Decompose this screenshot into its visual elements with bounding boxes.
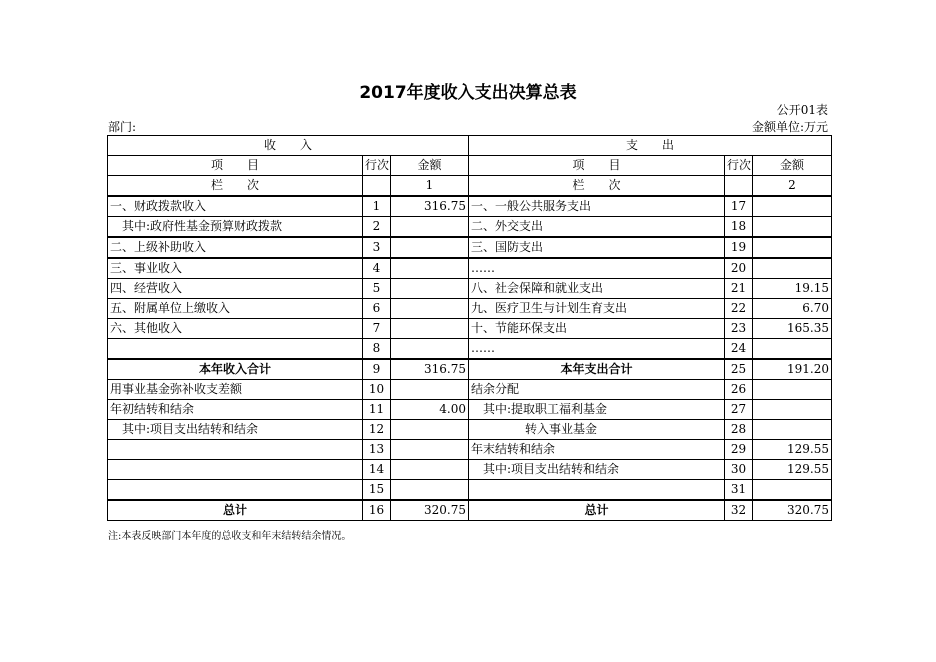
income-item: 年初结转和结余 xyxy=(108,400,363,420)
table-row xyxy=(108,420,832,440)
income-item: 三、事业收入 xyxy=(108,258,363,279)
income-item xyxy=(108,339,363,360)
table-row xyxy=(108,217,832,238)
expense-item xyxy=(469,480,725,501)
expense-amount xyxy=(753,400,832,420)
income-line-no: 10 xyxy=(363,380,391,400)
expense-amount xyxy=(753,237,832,258)
income-line-no: 1 xyxy=(363,196,391,217)
expense-line-no: 26 xyxy=(725,380,753,400)
income-amount xyxy=(391,480,469,501)
income-line-no: 15 xyxy=(363,480,391,501)
column-header-row xyxy=(108,156,832,176)
expense-grand-total-label: 总计 xyxy=(469,500,725,521)
expense-amount xyxy=(753,217,832,238)
expense-item: 十、节能环保支出 xyxy=(469,319,725,339)
income-amount xyxy=(391,279,469,299)
expense-total-label: 本年支出合计 xyxy=(469,359,725,380)
income-line-no: 9 xyxy=(363,359,391,380)
table-row xyxy=(108,299,832,319)
income-line-no: 6 xyxy=(363,299,391,319)
expense-amount: 6.70 xyxy=(753,299,832,319)
income-line-no: 13 xyxy=(363,440,391,460)
income-item: 二、上级补助收入 xyxy=(108,237,363,258)
expense-line-no: 17 xyxy=(725,196,753,217)
expense-item: 结余分配 xyxy=(469,380,725,400)
expense-item: 其中:提取职工福利基金 xyxy=(469,400,725,420)
table-row xyxy=(108,279,832,299)
income-line-no: 12 xyxy=(363,420,391,440)
income-item: 六、其他收入 xyxy=(108,319,363,339)
expense-column-label: 栏 次 xyxy=(469,176,725,197)
income-line-header: 行次 xyxy=(363,156,391,176)
income-line-no: 3 xyxy=(363,237,391,258)
income-column-number: 1 xyxy=(391,176,469,197)
expense-item-header: 项 目 xyxy=(469,156,725,176)
income-amount xyxy=(391,440,469,460)
expense-amount: 129.55 xyxy=(753,440,832,460)
expense-amount xyxy=(753,480,832,501)
expense-line-no: 22 xyxy=(725,299,753,319)
expense-item: 其中:项目支出结转和结余 xyxy=(469,460,725,480)
expense-amount xyxy=(753,339,832,360)
table-row xyxy=(108,237,832,258)
expense-amount xyxy=(753,380,832,400)
income-amount xyxy=(391,460,469,480)
income-line-no: 2 xyxy=(363,217,391,238)
expense-item: 年末结转和结余 xyxy=(469,440,725,460)
income-grand-total-label: 总计 xyxy=(108,500,363,521)
income-line-no: 5 xyxy=(363,279,391,299)
expense-line-no: 32 xyxy=(725,500,753,521)
expense-line-no: 30 xyxy=(725,460,753,480)
table-row xyxy=(108,339,832,360)
income-total-amount: 316.75 xyxy=(391,359,469,380)
income-expense-table xyxy=(107,135,832,521)
income-item: 一、财政拨款收入 xyxy=(108,196,363,217)
expense-line-no: 20 xyxy=(725,258,753,279)
income-grand-total-amount: 320.75 xyxy=(391,500,469,521)
footnote: 注:本表反映部门本年度的总收支和年末结转结余情况。 xyxy=(108,531,352,542)
grand-total-row xyxy=(108,500,832,521)
income-line-no: 4 xyxy=(363,258,391,279)
expense-item: 三、国防支出 xyxy=(469,237,725,258)
expense-line-no: 24 xyxy=(725,339,753,360)
expense-amount xyxy=(753,420,832,440)
page-title: 2017年度收入支出决算总表 xyxy=(359,83,577,103)
expense-grand-total-amount: 320.75 xyxy=(753,500,832,521)
expense-amount: 165.35 xyxy=(753,319,832,339)
expense-amount xyxy=(753,196,832,217)
expense-item: 九、医疗卫生与计划生育支出 xyxy=(469,299,725,319)
table-row xyxy=(108,258,832,279)
table-row xyxy=(108,480,832,501)
expense-line-empty xyxy=(725,176,753,197)
expense-line-header: 行次 xyxy=(725,156,753,176)
income-amount xyxy=(391,339,469,360)
expense-total-amount: 191.20 xyxy=(753,359,832,380)
income-item: 用事业基金弥补收支差额 xyxy=(108,380,363,400)
income-line-no: 7 xyxy=(363,319,391,339)
income-amount: 316.75 xyxy=(391,196,469,217)
expense-line-no: 19 xyxy=(725,237,753,258)
expense-amount: 19.15 xyxy=(753,279,832,299)
income-amount: 4.00 xyxy=(391,400,469,420)
expense-line-no: 23 xyxy=(725,319,753,339)
expense-amount xyxy=(753,258,832,279)
income-line-no: 16 xyxy=(363,500,391,521)
expense-line-no: 31 xyxy=(725,480,753,501)
expense-item: 二、外交支出 xyxy=(469,217,725,238)
income-item xyxy=(108,460,363,480)
income-amount xyxy=(391,319,469,339)
expense-line-no: 27 xyxy=(725,400,753,420)
expense-amount-header: 金额 xyxy=(753,156,832,176)
department-label: 部门: xyxy=(108,120,137,134)
table-row xyxy=(108,196,832,217)
expense-line-no: 29 xyxy=(725,440,753,460)
expense-item: …… xyxy=(469,258,725,279)
income-amount xyxy=(391,420,469,440)
income-item: 其中:项目支出结转和结余 xyxy=(108,420,363,440)
income-amount xyxy=(391,237,469,258)
section-header-row xyxy=(108,136,832,156)
income-line-no: 14 xyxy=(363,460,391,480)
table-row xyxy=(108,380,832,400)
expense-item: 转入事业基金 xyxy=(469,420,725,440)
amount-unit-label: 金额单位:万元 xyxy=(751,120,828,134)
expense-item: 八、社会保障和就业支出 xyxy=(469,279,725,299)
column-number-row xyxy=(108,176,832,197)
annual-total-row xyxy=(108,359,832,380)
income-total-label: 本年收入合计 xyxy=(108,359,363,380)
income-section-header: 收 入 xyxy=(108,136,469,156)
expense-section-header: 支 出 xyxy=(469,136,832,156)
income-line-no: 11 xyxy=(363,400,391,420)
income-amount xyxy=(391,258,469,279)
income-line-no: 8 xyxy=(363,339,391,360)
form-number: 公开01表 xyxy=(776,103,828,117)
expense-line-no: 18 xyxy=(725,217,753,238)
income-column-label: 栏 次 xyxy=(108,176,363,197)
expense-amount: 129.55 xyxy=(753,460,832,480)
expense-item: …… xyxy=(469,339,725,360)
income-amount xyxy=(391,299,469,319)
expense-item: 一、一般公共服务支出 xyxy=(469,196,725,217)
income-line-empty xyxy=(363,176,391,197)
expense-line-no: 21 xyxy=(725,279,753,299)
income-amount xyxy=(391,380,469,400)
table-row xyxy=(108,440,832,460)
expense-column-number: 2 xyxy=(753,176,832,197)
expense-line-no: 25 xyxy=(725,359,753,380)
income-item xyxy=(108,480,363,501)
income-item: 五、附属单位上缴收入 xyxy=(108,299,363,319)
income-item: 四、经营收入 xyxy=(108,279,363,299)
income-amount xyxy=(391,217,469,238)
expense-line-no: 28 xyxy=(725,420,753,440)
income-amount-header: 金额 xyxy=(391,156,469,176)
income-item xyxy=(108,440,363,460)
table-row xyxy=(108,400,832,420)
table-row xyxy=(108,319,832,339)
income-item-header: 项 目 xyxy=(108,156,363,176)
table-row xyxy=(108,460,832,480)
income-item: 其中:政府性基金预算财政拨款 xyxy=(108,217,363,238)
